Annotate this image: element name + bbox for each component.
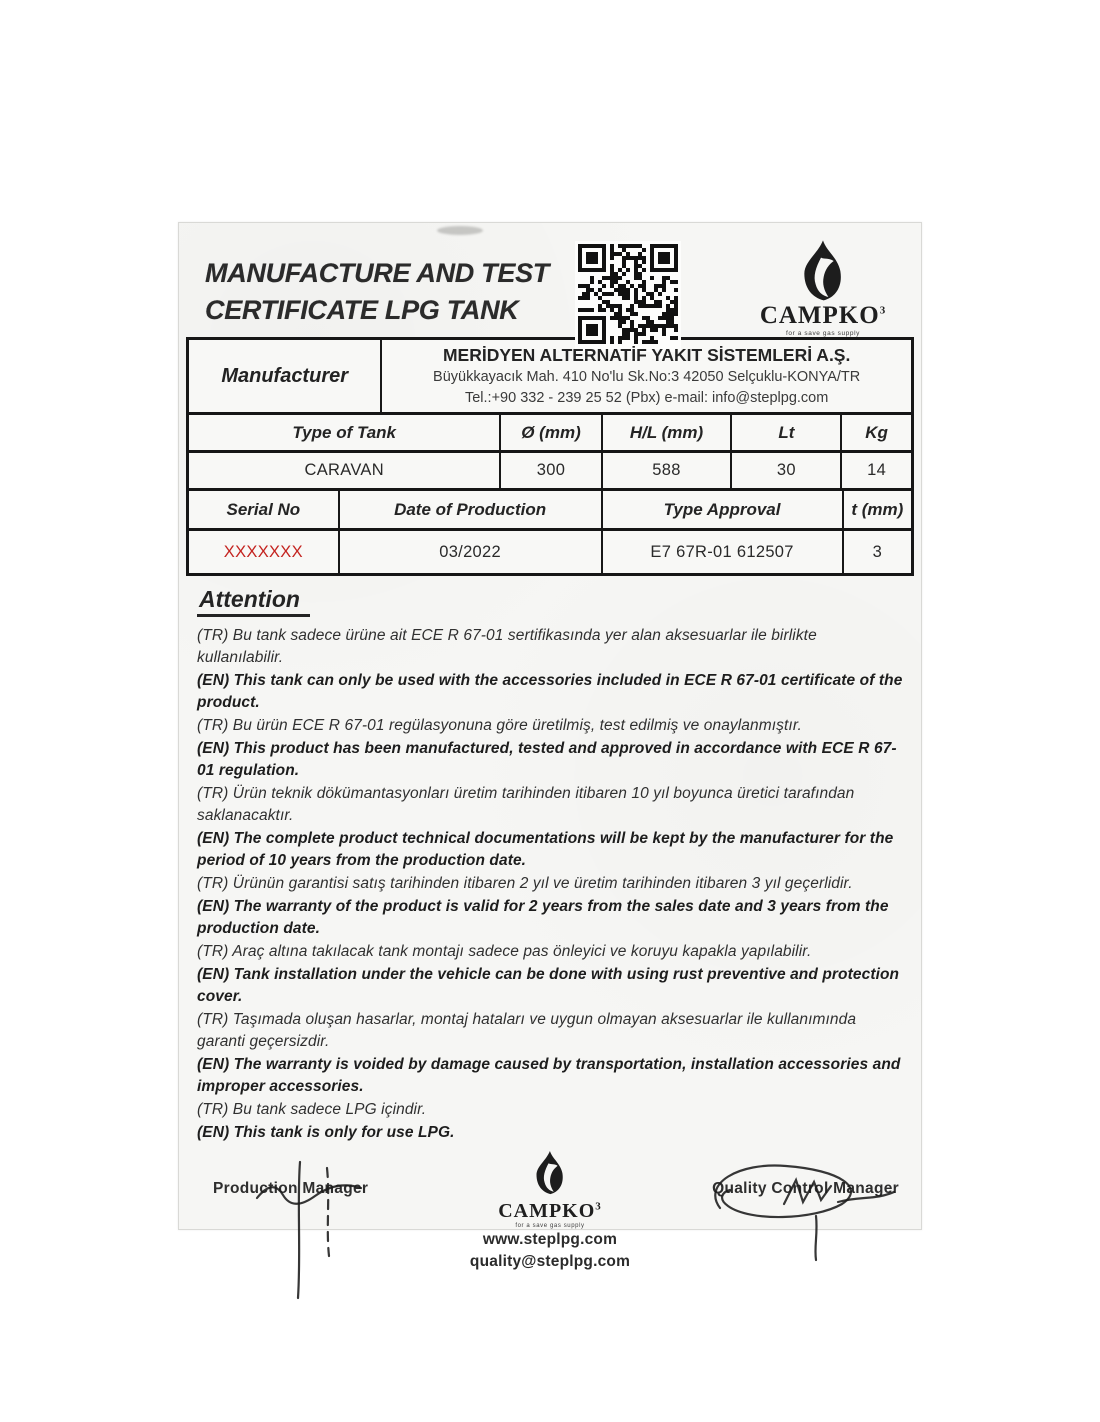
col-header-type-of-tank: Type of Tank: [292, 422, 397, 442]
manufacturer-address: Büyükkayacık Mah. 410 No'lu Sk.No:3 42050 Selçuklu-KONYA/TR: [433, 369, 861, 386]
liters-value: 30: [730, 453, 840, 488]
attention-paragraph: (TR) Bu tank sadece LPG içindir.: [197, 1101, 427, 1118]
spec-header-row: [189, 412, 911, 450]
attention-paragraph: (EN) Tank installation under the vehicle can be done with using rust preventive and protection cover.: [197, 966, 900, 1005]
serial-header-row: [189, 488, 911, 528]
tank-type-value: CARAVAN: [304, 461, 384, 479]
height-length-value: 588: [601, 453, 731, 488]
title-line-1: MANUFACTURE AND TEST: [205, 258, 549, 288]
flame-icon: [532, 1150, 568, 1196]
attention-paragraph: (TR) Taşımada oluşan hasarlar, montaj hataları ve uygun olmayan aksesuarlar ile kullanımında garanti geçersizdir.: [197, 1011, 857, 1050]
col-header-serial-no: Serial No: [226, 499, 301, 519]
brand-tagline: for a save gas supply: [785, 330, 861, 338]
kg-value: 14: [840, 453, 911, 488]
footer-brand-block: [470, 1150, 630, 1274]
website-text: www.steplpg.com: [482, 1231, 618, 1248]
manufacturer-row: [189, 340, 911, 412]
quality-manager-title: Quality Control Manager: [712, 1180, 899, 1197]
attention-paragraph: (TR) Ürün teknik dökümantasyonları üretim tarihinden itibaren 10 yıl boyunca üretici tarafından saklanacaktır.: [197, 785, 855, 824]
brand-wordmark: CAMPKO$^3$: [759, 302, 887, 329]
quality-manager-block: [712, 1180, 899, 1198]
page-title: [205, 255, 549, 329]
attention-paragraphs: [197, 625, 905, 1144]
spec-value-row: [189, 450, 911, 488]
diameter-value: 300: [499, 453, 600, 488]
manufacturer-label: Manufacturer: [221, 364, 349, 387]
quality-manager-signature-icon: [698, 1146, 928, 1286]
production-manager-title: Production Manager: [213, 1180, 369, 1197]
email-text: quality@steplpg.com: [469, 1253, 631, 1271]
col-header-thickness: t (mm): [842, 491, 911, 528]
scan-smudge: [437, 226, 483, 235]
attention-paragraph: (EN) The warranty is voided by damage caused by transportation, installation accessories and improper accessories.: [197, 1056, 901, 1095]
attention-paragraph: (TR) Ürünün garantisi satış tarihinden itibaren 2 yıl ve üretim tarihinden itibaren 3 yıl geçerlidir.: [197, 875, 853, 892]
col-header-kg: Kg: [840, 415, 911, 450]
serial-value-row: [189, 528, 911, 573]
certificate-table: [186, 337, 914, 576]
thickness-value: 3: [842, 531, 911, 573]
col-header-date-of-production: Date of Production: [338, 491, 601, 528]
attention-paragraph: (TR) Bu tank sadece ürüne ait ECE R 67-01 sertifikasında yer alan aksesuarlar ile birlikte kullanılabilir.: [197, 627, 817, 666]
attention-paragraph: (EN) The complete product technical documentations will be kept by the manufacturer for the period of 10 years from the production date.: [197, 830, 894, 869]
attention-paragraph: (EN) This tank is only for use LPG.: [197, 1124, 455, 1141]
type-approval-value: E7 67R-01 612507: [601, 531, 842, 573]
flame-icon: [796, 239, 850, 303]
col-header-height-length: H/L (mm): [601, 415, 731, 450]
brand-wordmark: CAMPKO$^3$: [498, 1200, 602, 1222]
brand-tagline: for a save gas supply: [515, 1223, 585, 1229]
qr-code-icon: [575, 241, 681, 352]
col-header-diameter: Ø (mm): [499, 415, 600, 450]
col-header-type-approval: Type Approval: [601, 491, 842, 528]
production-date-value: 03/2022: [338, 531, 601, 573]
campko-logo: [745, 239, 901, 337]
title-line-2: CERTIFICATE LPG TANK: [205, 295, 519, 325]
attention-paragraph: (EN) This product has been manufactured, tested and approved in accordance with ECE R 67-01 regulation.: [197, 740, 897, 779]
manufacturer-name: MERİDYEN ALTERNATİF YAKIT SİSTEMLERİ A.Ş.: [442, 344, 851, 365]
manufacturer-details: [380, 340, 911, 412]
serial-value: XXXXXXX: [223, 542, 303, 561]
certificate-page: [178, 222, 922, 1271]
production-manager-signature-icon: [243, 1156, 373, 1306]
attention-paragraph: (EN) The warranty of the product is valid for 2 years from the sales date and 3 years from the production date.: [197, 898, 889, 937]
col-header-liters: Lt: [730, 415, 840, 450]
attention-heading: Attention: [197, 586, 310, 617]
production-manager-block: [213, 1180, 368, 1198]
attention-paragraph: (TR) Bu ürün ECE R 67-01 regülasyonuna göre üretilmiş, test edilmiş ve onaylanmıştır.: [197, 717, 802, 734]
attention-section: [179, 576, 921, 1144]
attention-paragraph: (EN) This tank can only be used with the accessories included in ECE R 67-01 certificate of the product.: [197, 672, 903, 711]
manufacturer-contact: Tel.:+90 332 - 239 25 52 (Pbx) e-mail: info@steplpg.com: [464, 390, 829, 407]
attention-paragraph: (TR) Araç altına takılacak tank montajı sadece pas önleyici ve koruyu kapakla yapılabilir.: [197, 943, 812, 960]
certificate-header: [179, 223, 921, 337]
signature-footer: [179, 1148, 921, 1318]
